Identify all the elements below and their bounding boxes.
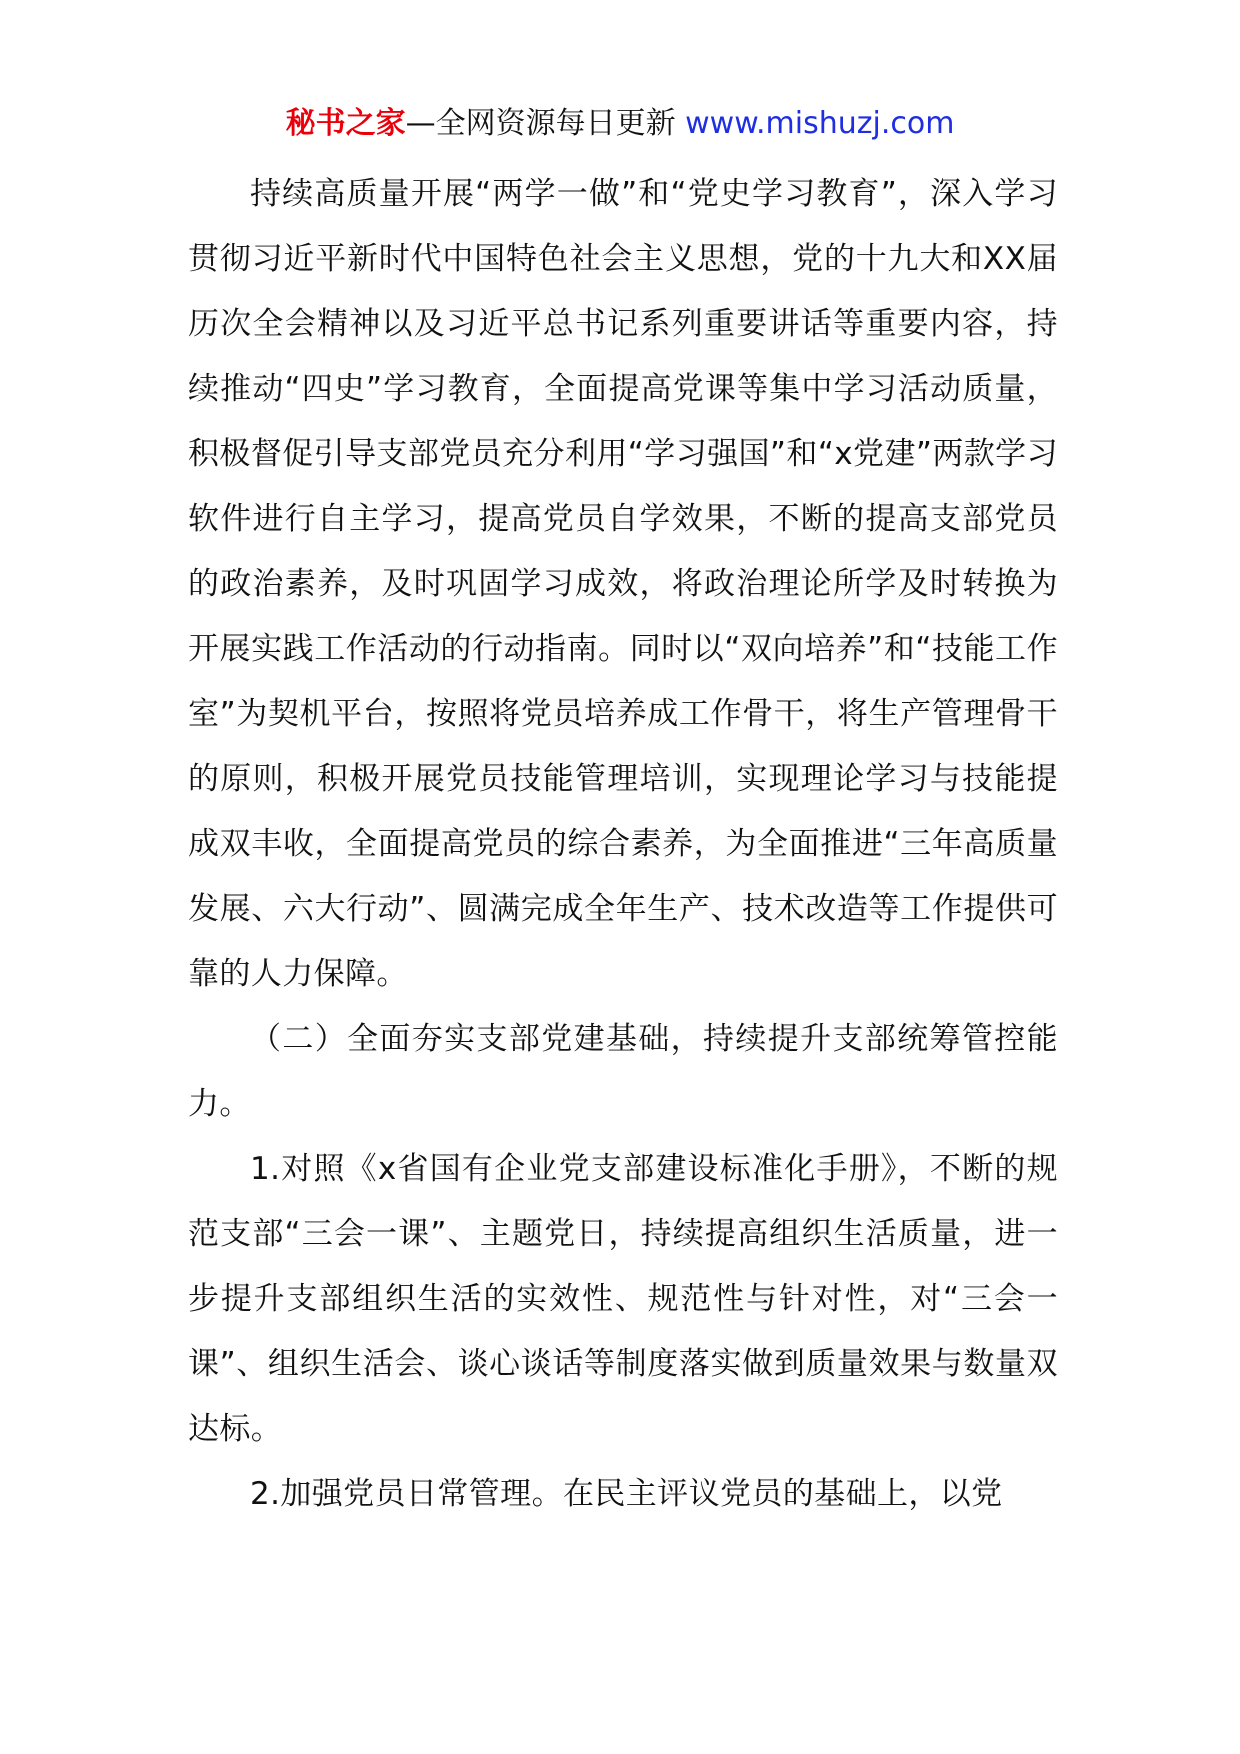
paragraph-study-education: 持续高质量开展“两学一做”和“党史学习教育”，深入学习贯彻习近平新时代中国特色社会主义思想，党的十九大和XX届历次全会精神以及习近平总书记系列重要讲话等重要内容，持续推动“四史”学习教育，全面提高党课等集中学习活动质量，积极督促引导支部党员充分利用“学习强国”和“x党建”两款学习软件进行自主学习，提高党员自学效果，不断的提高支部党员的政治素养，及时巩固学习成效，将政治理论所学及时转换为开展实践工作活动的行动指南。同时以“双向培养”和“技能工作室”为契机平台，按照将党员培养成工作骨干，将生产管理骨干的原则，积极开展党员技能管理培训，实现理论学习与技能提成双丰收，全面提高党员的综合素养，为全面推进“三年高质量发展、六大行动”、圆满完成全年生产、技术改造等工作提供可靠的人力保障。 [188, 176, 1058, 992]
header-slogan: —全网资源每日更新 [405, 106, 676, 141]
page-header [0, 102, 1240, 146]
paragraph-item-2: 2.加强党员日常管理。在民主评议党员的基础上，以党 [250, 1476, 1003, 1512]
document-body [188, 162, 1058, 1527]
paragraph-item-1: 1.对照《x省国有企业党支部建设标准化手册》，不断的规范支部“三会一课”、主题党日，持续提高组织生活质量，进一步提升支部组织生活的实效性、规范性与针对性，对“三会一课”、组织生活会、谈心谈话等制度落实做到质量效果与数量双达标。 [188, 1151, 1058, 1447]
brand-name: 秘书之家 [285, 106, 406, 141]
website-link[interactable]: www.mishuzj.com [685, 106, 955, 141]
section-heading-2: （二）全面夯实支部党建基础，持续提升支部统筹管控能力。 [188, 1021, 1058, 1122]
